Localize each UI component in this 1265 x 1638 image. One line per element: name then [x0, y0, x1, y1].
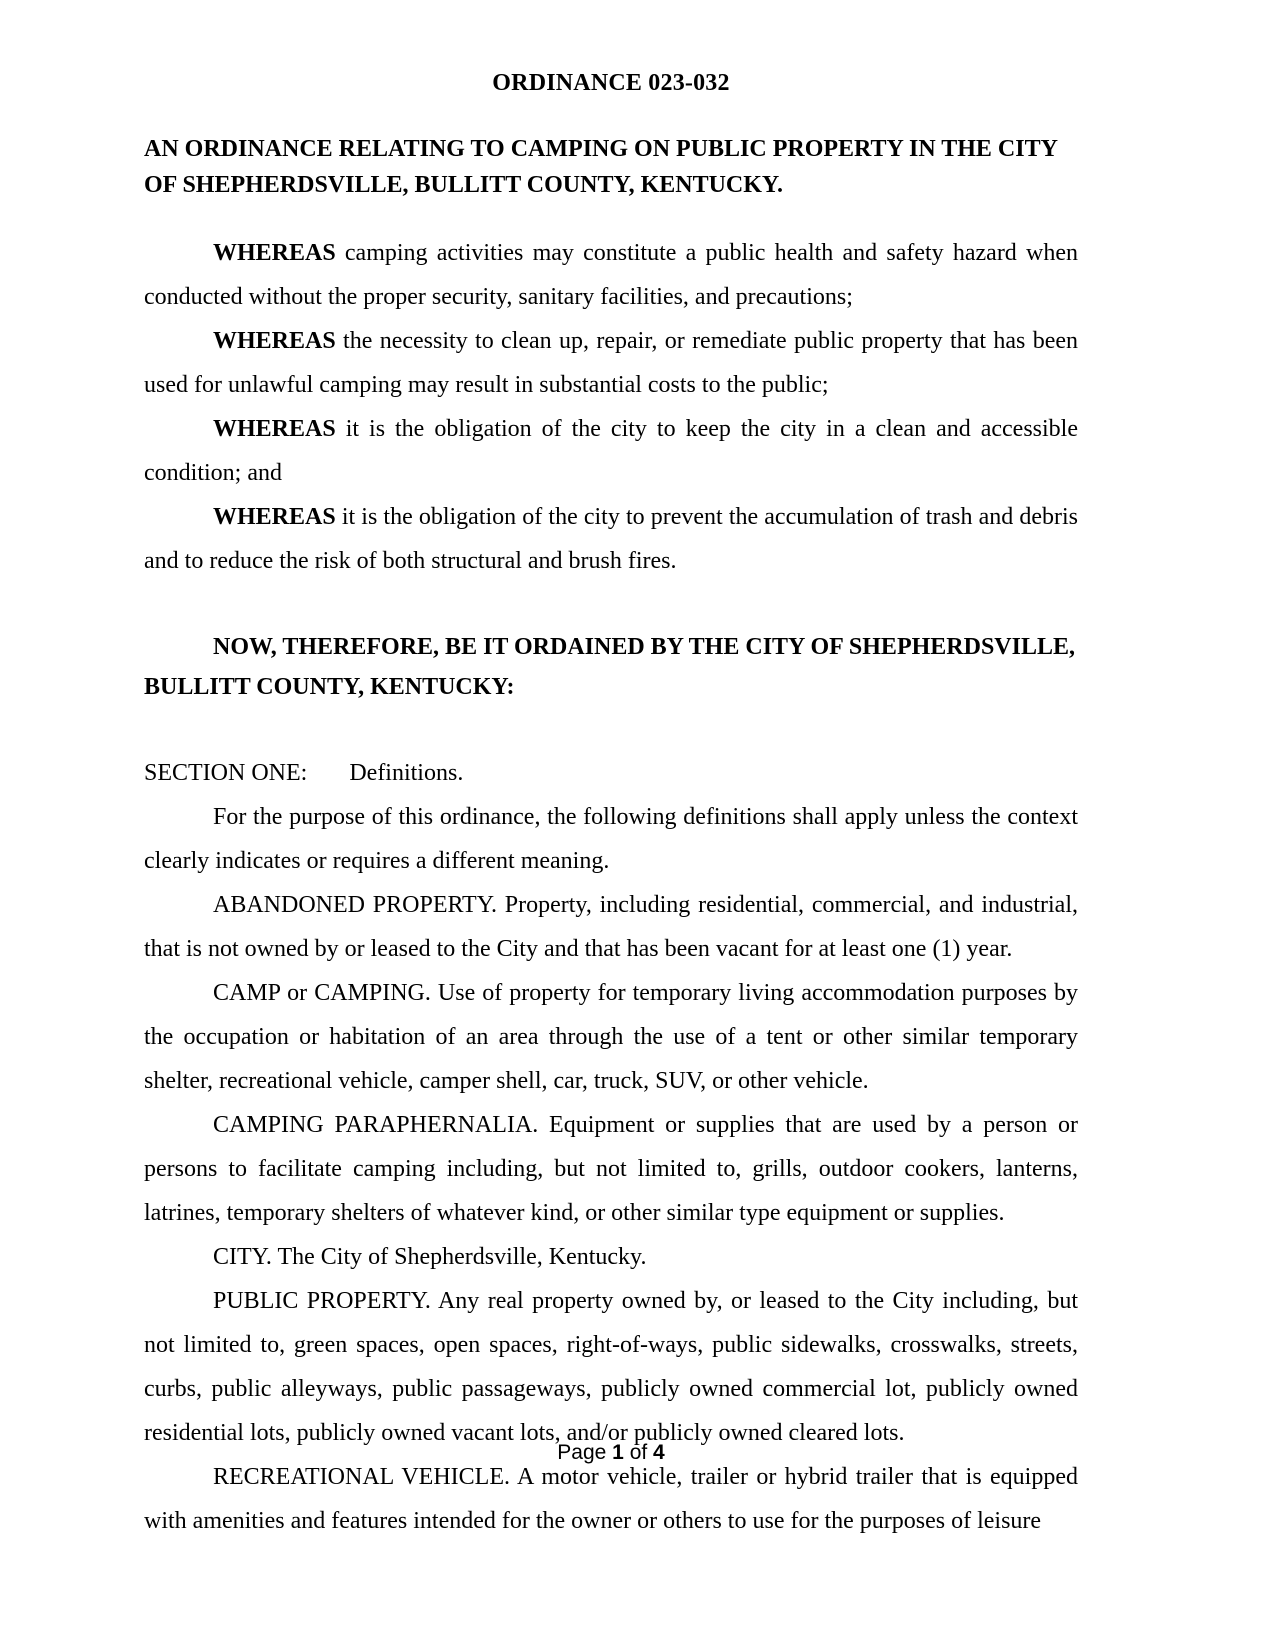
whereas-text: it is the obligation of the city to prevent the accumulation of trash and debris and to reduce the risk of both structural and brush fires.: [144, 504, 1078, 574]
definition-abandoned-property: ABANDONED PROPERTY. Property, including residential, commercial, and industrial, that is not owned by or leased to the City and that has been vacant for at least one (1) year.: [144, 892, 1078, 962]
whereas-text: the necessity to clean up, repair, or remediate public property that has been used for unlawful camping may result in substantial costs to the public;: [144, 328, 1078, 398]
definition-camping-paraphernalia: CAMPING PARAPHERNALIA. Equipment or supplies that are used by a person or persons to facilitate camping including, but not limited to, grills, outdoor cookers, lanterns, latrines, temporary shelters of whatever kind, or other similar type equipment or supplies.: [144, 1112, 1078, 1226]
footer-of-label: of: [629, 1441, 648, 1464]
whereas-text: it is the obligation of the city to keep the city in a clean and accessible condition; and: [144, 416, 1078, 486]
whereas-label: WHEREAS: [213, 416, 336, 442]
section-one-title: Definitions.: [349, 760, 464, 786]
definition-recreational-vehicle: RECREATIONAL VEHICLE. A motor vehicle, trailer or hybrid trailer that is equipped with amenities and features intended for the owner or others to use for the purposes of leisure: [144, 1464, 1078, 1534]
document-heading: AN ORDINANCE RELATING TO CAMPING ON PUBLIC PROPERTY IN THE CITY OF SHEPHERDSVILLE, BULLITT COUNTY, KENTUCKY.: [144, 136, 1058, 198]
document-title: ORDINANCE 023-032: [492, 70, 730, 96]
page-footer: [144, 1441, 1078, 1465]
whereas-clause-3: [144, 407, 1078, 495]
whereas-clause-2: [144, 319, 1078, 407]
footer-page-total: 4: [653, 1441, 665, 1464]
footer-page-label: Page: [557, 1441, 607, 1464]
whereas-text: camping activities may constitute a public health and safety hazard when conducted without the proper security, sanitary facilities, and precautions;: [144, 240, 1078, 310]
definition-camp-or-camping: CAMP or CAMPING. Use of property for temporary living accommodation purposes by the occupation or habitation of an area through the use of a tent or other similar temporary shelter, recreational vehicle, camper shell, car, truck, SUV, or other vehicle.: [144, 980, 1078, 1094]
whereas-label: WHEREAS: [213, 240, 336, 266]
footer-page-number: 1: [612, 1441, 624, 1464]
section-one-heading: [144, 751, 1078, 795]
whereas-label: WHEREAS: [213, 504, 336, 530]
enactment-clause: NOW, THEREFORE, BE IT ORDAINED BY THE CITY OF SHEPHERDSVILLE, BULLITT COUNTY, KENTUCKY:: [144, 634, 1075, 700]
whereas-label: WHEREAS: [213, 328, 336, 354]
definition-public-property: PUBLIC PROPERTY. Any real property owned by, or leased to the City including, but not limited to, green spaces, open spaces, right-of-ways, public sidewalks, crosswalks, streets, curbs, public alleyways, public passageways, publicly owned commercial lot, publicly owned residential lots, publicly owned vacant lots, and/or publicly owned cleared lots.: [144, 1288, 1078, 1446]
definition-city: CITY. The City of Shepherdsville, Kentucky.: [213, 1244, 647, 1270]
whereas-clause-1: [144, 231, 1078, 319]
section-one-label: SECTION ONE:: [144, 760, 308, 786]
whereas-clause-4: [144, 495, 1078, 583]
definitions-intro: For the purpose of this ordinance, the following definitions shall apply unless the context clearly indicates or requires a different meaning.: [144, 804, 1078, 874]
